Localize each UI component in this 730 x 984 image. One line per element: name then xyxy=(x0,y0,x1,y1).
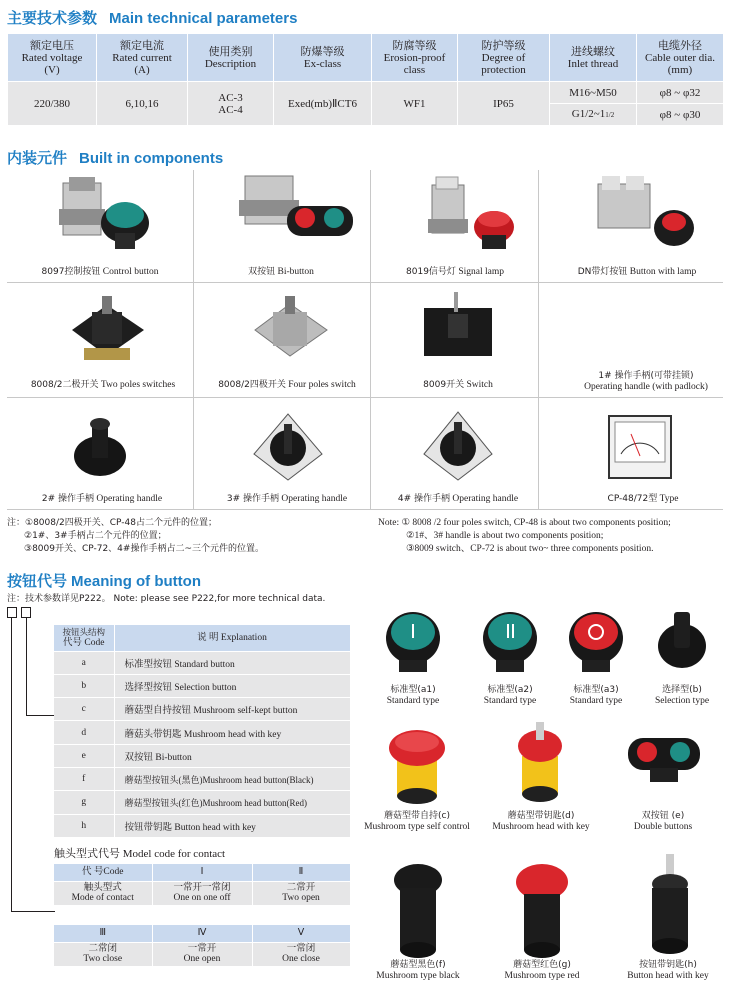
button-c-image xyxy=(385,724,449,808)
value-current: 6,10,16 xyxy=(97,82,188,126)
bracket-line xyxy=(11,618,12,912)
button-e-image xyxy=(626,730,702,786)
grid-divider xyxy=(7,282,723,283)
contact-header-1: Ⅰ xyxy=(152,864,252,881)
contact-header-5: Ⅴ xyxy=(252,925,350,942)
bi-button-image xyxy=(235,170,355,260)
bracket-line xyxy=(26,618,27,716)
button-g-image xyxy=(512,860,572,964)
notes-en: Note: ① 8008 /2 four poles switch, CP-48 is about two components position; ②1#、3# handle is about two components position; ③8009 switch、CP-72 is about two~ three components position. xyxy=(378,518,671,554)
table-row: d 蘑菇头带钥匙 Mushroom head with key xyxy=(54,721,350,744)
header-voltage: 额定电压 Rated voltage (V) xyxy=(8,34,97,82)
header-thread: 进线螺纹 Inlet thread xyxy=(550,34,637,82)
caption-button-b: 选择型(b) Selection type xyxy=(654,685,710,706)
bracket-line xyxy=(11,911,55,912)
header-erosion: 防腐等级 Erosion-proof class xyxy=(372,34,458,82)
contact-2-cell: 二常开 Two open xyxy=(252,881,350,905)
cp-meter-image xyxy=(607,414,673,480)
contact-mode-cell: 触头型式 Mode of contact xyxy=(54,881,152,905)
caption-two-poles-switch: 8008/2二极开关 Two poles switches xyxy=(30,380,176,390)
button-table-header-code: 按钮头结构 代号 Code xyxy=(54,625,114,651)
contact-header-3: Ⅲ xyxy=(54,925,152,942)
contact-header-code: 代 号Code xyxy=(54,864,152,881)
grid-divider xyxy=(7,397,723,398)
header-cable: 电缆外径 Cable outer dia. (mm) xyxy=(637,34,724,82)
button-h-image xyxy=(640,852,700,964)
caption-operating-handle-2: 2# 操作手柄 Operating handle xyxy=(41,494,163,504)
grid-divider xyxy=(370,170,371,509)
grid-divider xyxy=(538,170,539,509)
button-d-image xyxy=(510,720,570,808)
grid-divider xyxy=(193,170,194,509)
contact-1-cell: 一常开一常闭 One on one off xyxy=(152,881,252,905)
section-title-components: 内装元件 Built in components xyxy=(7,150,224,167)
caption-button-e: 双按钮 (e) Double buttons xyxy=(633,811,693,832)
table-row: a 标准型按钮 Standard button xyxy=(54,651,350,674)
code-box-2 xyxy=(21,607,31,618)
button-code-table xyxy=(54,625,351,838)
notes-cn: 注：①8008/2四极开关、CP-48占二个元件的位置； ②1#、3#手柄占二个元件的位置； ③8009开关、CP-72、4#操作手柄占二~三个元件的位置。 xyxy=(7,518,264,554)
contact-table-1 xyxy=(54,864,351,906)
caption-button-c: 蘑菇型带自持(c) Mushroom type self control xyxy=(364,811,470,832)
header-current: 额定电流 Rated current (A) xyxy=(97,34,188,82)
contact-header-2: Ⅱ xyxy=(252,864,350,881)
params-header-row xyxy=(8,34,724,82)
value-thread-1: M16~M50 xyxy=(550,82,637,104)
parameters-table xyxy=(7,33,724,126)
caption-button-h: 按钮带钥匙(h) Button head with key xyxy=(627,960,709,981)
section3-note: 注：技术参数详见P222。 Note: please see P222,for more technical data. xyxy=(7,594,326,604)
contact-3-cell: 二常闭 Two close xyxy=(54,942,152,966)
table-row: b 选择型按钮 Selection button xyxy=(54,674,350,697)
table-row: e 双按钮 Bi-button xyxy=(54,744,350,767)
caption-bi-button: 双按钮 Bi-button xyxy=(248,267,314,277)
control-button-image xyxy=(55,175,155,260)
caption-operating-handle-4: 4# 操作手柄 Operating handle xyxy=(397,494,519,504)
value-cable-2: φ8 ~ φ30 xyxy=(637,104,724,126)
section-title-main-params xyxy=(7,7,297,28)
four-pole-switch-image xyxy=(245,290,335,370)
grid-divider xyxy=(7,509,723,510)
contact-5-cell: 一常闭 One close xyxy=(252,942,350,966)
caption-button-g: 蘑菇型红色(g) Mushroom type red xyxy=(504,960,580,981)
value-erosion: WF1 xyxy=(372,82,458,126)
header-ex-class: 防爆等级 Ex-class xyxy=(274,34,372,82)
value-voltage: 220/380 xyxy=(8,82,97,126)
caption-button-a2: 标准型(a2) Standard type xyxy=(483,685,537,706)
value-thread-2: G1/2~11/2 xyxy=(550,104,637,126)
contact-title: 触头型式代号 Model code for contact xyxy=(54,848,226,860)
section-title-button-meaning: 按钮代号 Meaning of button xyxy=(7,573,201,590)
section-title-cn: 主要技术参数 xyxy=(7,10,98,27)
caption-operating-handle-1: 1# 操作手柄(可带挂锁) Operating handle (with padlock) xyxy=(584,371,708,392)
caption-button-d: 蘑菇型带钥匙(d) Mushroom head with key xyxy=(492,811,590,832)
contact-4-cell: 一常开 One open xyxy=(152,942,252,966)
handle-2-image xyxy=(70,408,130,480)
header-category: 使用类别 Description xyxy=(188,34,274,82)
button-a3-image xyxy=(566,604,626,674)
section-title-en: Main technical parameters xyxy=(109,10,298,27)
switch-8009-image xyxy=(418,290,498,365)
value-protection: IP65 xyxy=(458,82,550,126)
caption-control-button: 8097控制按钮 Control button xyxy=(41,267,159,277)
handle-3-image xyxy=(248,404,328,484)
caption-cp-meter: CP-48/72型 Type xyxy=(607,494,679,504)
button-b-image xyxy=(652,604,712,674)
caption-signal-lamp: 8019信号灯 Signal lamp xyxy=(406,267,504,277)
button-f-image xyxy=(390,860,446,964)
value-category: AC-3 AC-4 xyxy=(188,82,274,126)
code-box-1 xyxy=(7,607,17,618)
caption-button-with-lamp: DN带灯按钮 Button with lamp xyxy=(577,267,697,277)
button-with-lamp-image xyxy=(590,172,700,262)
button-a2-image xyxy=(480,604,540,674)
caption-switch-8009: 8009开关 Switch xyxy=(423,380,493,390)
value-cable-1: φ8 ~ φ32 xyxy=(637,82,724,104)
caption-four-poles-switch: 8008/2四极开关 Four poles switch xyxy=(218,380,356,390)
caption-button-a3: 标准型(a3) Standard type xyxy=(569,685,623,706)
params-value-row-1 xyxy=(8,82,724,104)
contact-table-2 xyxy=(54,925,351,967)
contact-header-4: Ⅳ xyxy=(152,925,252,942)
table-row: c 蘑菇型自持按钮 Mushroom self-kept button xyxy=(54,698,350,721)
bracket-line xyxy=(26,715,54,716)
header-protection: 防护等级 Degree of protection xyxy=(458,34,550,82)
two-pole-switch-image xyxy=(62,290,152,370)
table-row: h 按钮带钥匙 Button head with key xyxy=(54,814,350,837)
table-row: f 蘑菇型按钮头(黑色)Mushroom head button(Black) xyxy=(54,767,350,790)
caption-button-f: 蘑菇型黑色(f) Mushroom type black xyxy=(376,960,460,981)
button-a1-image xyxy=(383,604,443,674)
caption-operating-handle-3: 3# 操作手柄 Operating handle xyxy=(226,494,348,504)
table-row: g 蘑菇型按钮头(红色)Mushroom head button(Red) xyxy=(54,791,350,814)
value-ex-class: Exed(mb)ⅡCT6 xyxy=(274,82,372,126)
signal-lamp-image xyxy=(420,175,520,260)
button-table-header-explanation: 说 明 Explanation xyxy=(114,625,350,651)
handle-4-image xyxy=(418,404,498,484)
caption-button-a1: 标准型(a1) Standard type xyxy=(386,685,440,706)
